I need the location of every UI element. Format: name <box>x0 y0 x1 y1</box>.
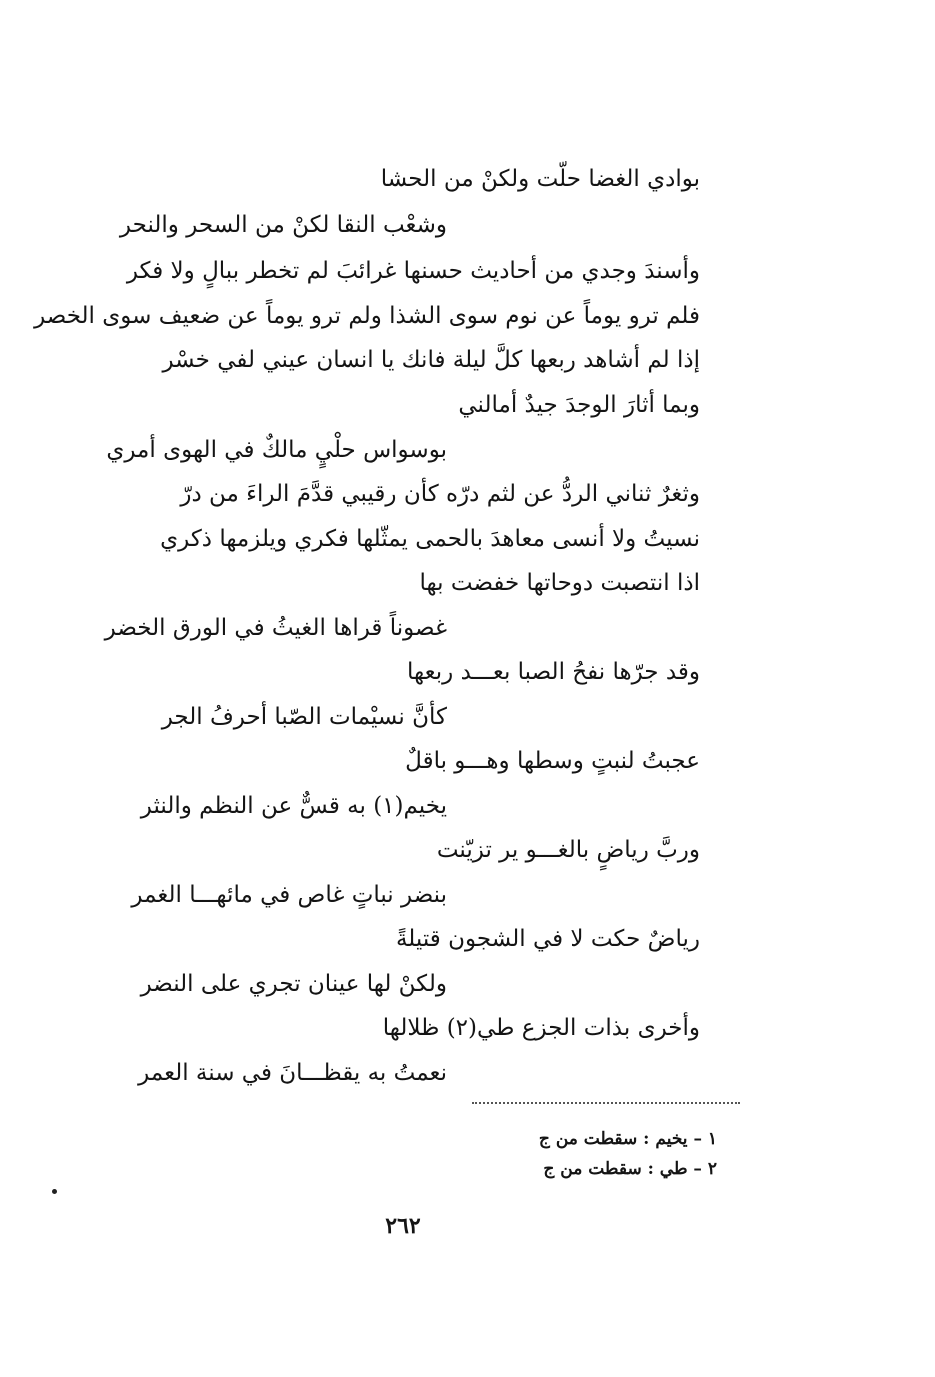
poem-line: وثغرٌ ثناني الردُّ عن لثم درّه كأن رقيبي قدَّمَ الراءَ من درّ <box>180 481 700 507</box>
poem-line: رياضٌ حكت لا في الشجون قتيلةً <box>395 926 700 952</box>
footnote: ١ – يخيم : سقطت من ج <box>538 1129 717 1149</box>
page-number: ٢٦٢ <box>385 1213 421 1239</box>
poem-line: غصوناً قراها الغيثُ في الورق الخضر <box>104 615 447 641</box>
poem-line: بوادي الغضا حلّت ولكنْ من الحشا <box>380 166 700 192</box>
poem-line: وقد جرّها نفحُ الصبا بعـــد ربعها <box>407 659 700 685</box>
poem-line: كأنَّ نسيْمات الصّبا أحرفُ الجر <box>161 704 447 730</box>
poem-line: نعمتُ به يقظـــانَ في سنة العمر <box>138 1060 447 1086</box>
footnote: ٢ – طي : سقطت من ج <box>543 1159 717 1179</box>
poem-line: فلم ترو يوماً عن نوم سوى الشذا ولم ترو يوماً عن ضعيف سوى الخصر <box>34 303 700 329</box>
poem-line: وربَّ رياضٍ بالغـــو ير تزيّنت <box>436 837 700 863</box>
poem-line: ولكنْ لها عينان تجري على النضر <box>140 971 447 997</box>
poem-line: وشعْب النقا لكنْ من السحر والنحر <box>119 212 447 238</box>
poem-line: نسيتُ ولا أنسى معاهدَ بالحمى يمثّلها فكري ويلزمها ذكري <box>160 526 700 552</box>
poem-line: اذا انتصبت دوحاتها خفضت بها <box>419 570 700 596</box>
poem-line: يخيم(١) به قسٌّ عن النظم والنثر <box>140 793 447 819</box>
footnote-separator <box>472 1102 740 1104</box>
poem-line: وأخرى بذات الجزع طي(٢) ظلالها <box>382 1015 700 1041</box>
poem-line: وبما أثارَ الوجدَ جيدٌ أمالني <box>458 392 700 418</box>
scan-speck <box>52 1189 57 1194</box>
poem-line: بوسواس حلْيٍ مالكٌ في الهوى أمري <box>106 437 447 463</box>
poem-line: إذا لم أشاهد ربعها كلَّ ليلة فانك يا انسان عيني لفي خسْر <box>162 347 700 373</box>
poem-line: وأسندَ وجدي من أحاديث حسنها غرائبَ لم تخطر ببالٍ ولا فكر <box>126 258 700 284</box>
poem-line: بنضر نباتٍ غاص في مائهـــا الغمر <box>131 882 447 908</box>
poem-line: عجبتُ لنبتٍ وسطها وهـــو باقلٌ <box>405 748 700 774</box>
